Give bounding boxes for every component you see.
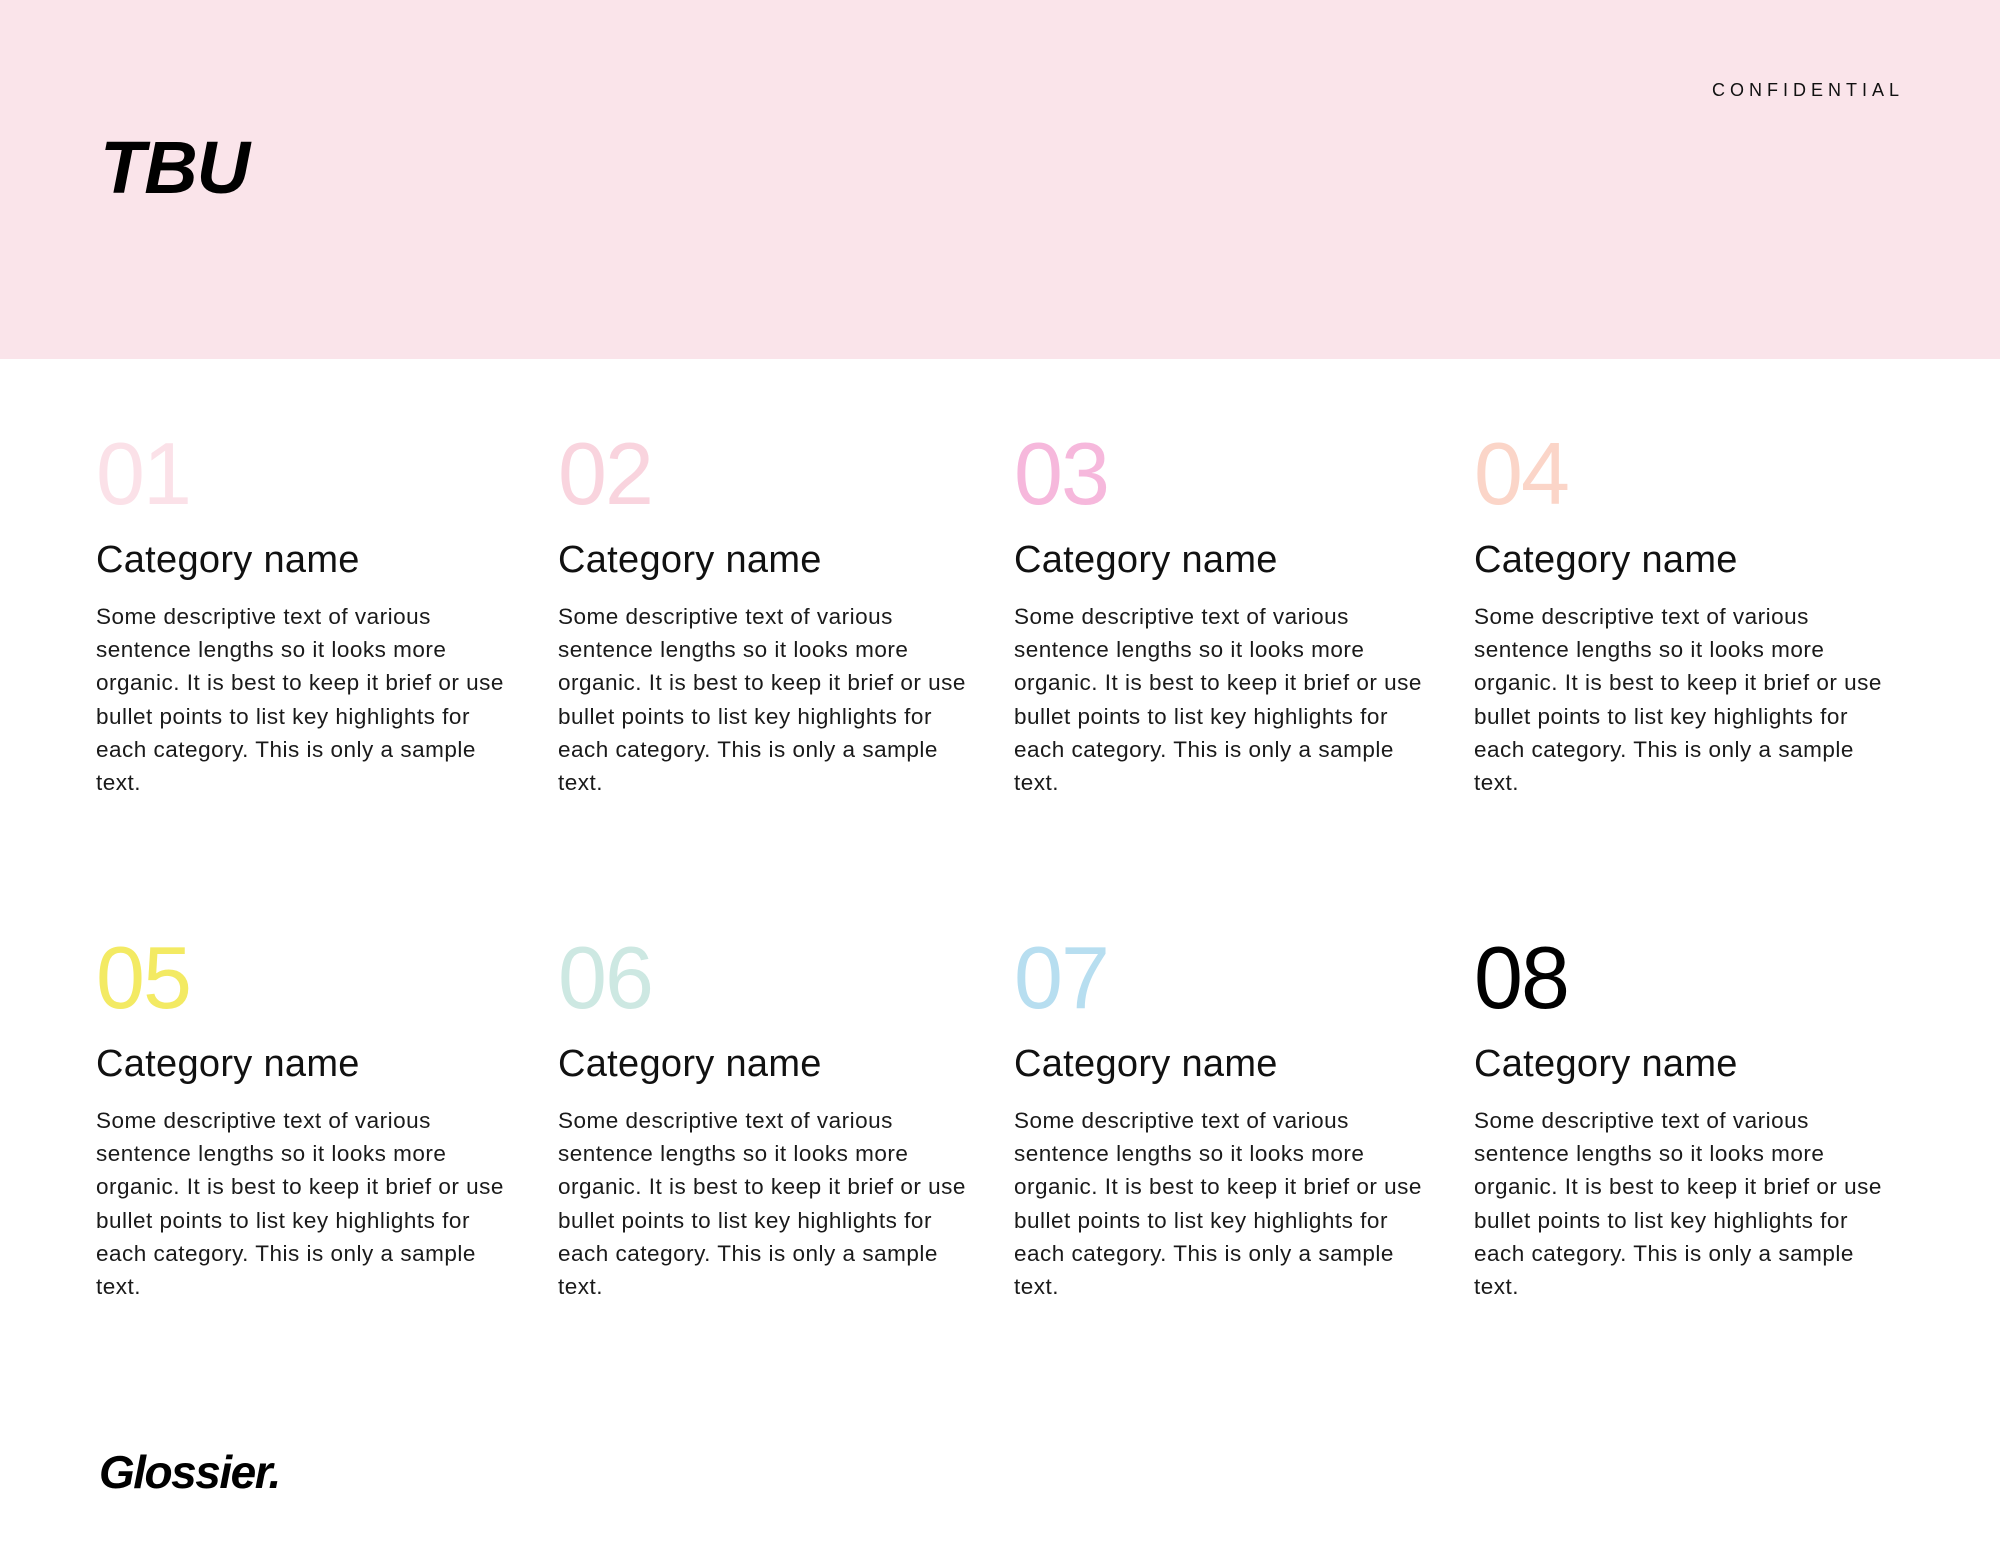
- category-title: Category name: [1014, 1043, 1278, 1085]
- category-card-06: [558, 928, 978, 1303]
- category-description: Some descriptive text of various sentence lengths so it looks more organic. It is best to keep it brief or use bullet points to list key highlights for each category. This is only a sample text.: [1474, 1108, 1882, 1300]
- category-title: Category name: [96, 1043, 360, 1085]
- category-card-01: [96, 424, 516, 799]
- category-description: Some descriptive text of various sentence lengths so it looks more organic. It is best to keep it brief or use bullet points to list key highlights for each category. This is only a sample text.: [1014, 604, 1422, 796]
- category-description: Some descriptive text of various sentence lengths so it looks more organic. It is best to keep it brief or use bullet points to list key highlights for each category. This is only a sample text.: [1474, 604, 1882, 796]
- category-description: Some descriptive text of various sentence lengths so it looks more organic. It is best to keep it brief or use bullet points to list key highlights for each category. This is only a sample text.: [96, 604, 504, 796]
- category-title: Category name: [558, 1043, 822, 1085]
- category-title: Category name: [558, 539, 822, 581]
- category-card-08: [1474, 928, 1894, 1303]
- category-description: Some descriptive text of various sentence lengths so it looks more organic. It is best to keep it brief or use bullet points to list key highlights for each category. This is only a sample text.: [558, 604, 966, 796]
- category-title: Category name: [1014, 539, 1278, 581]
- category-description: Some descriptive text of various sentence lengths so it looks more organic. It is best to keep it brief or use bullet points to list key highlights for each category. This is only a sample text.: [558, 1108, 966, 1300]
- category-card-05: [96, 928, 516, 1303]
- confidential-label: CONFIDENTIAL: [1711, 80, 1904, 100]
- header-banner: [0, 0, 2000, 359]
- glossier-logo: Glossier.: [99, 1446, 280, 1498]
- page-title: TBU: [100, 126, 250, 209]
- category-card-02: [558, 424, 978, 799]
- category-description: Some descriptive text of various sentence lengths so it looks more organic. It is best to keep it brief or use bullet points to list key highlights for each category. This is only a sample text.: [96, 1108, 504, 1300]
- category-number: 02: [558, 424, 652, 523]
- category-card-07: [1014, 928, 1434, 1303]
- category-card-03: [1014, 424, 1434, 799]
- category-number: 03: [1014, 424, 1108, 523]
- category-number: 06: [558, 928, 652, 1027]
- category-title: Category name: [1474, 539, 1738, 581]
- category-number: 07: [1014, 928, 1108, 1027]
- category-number: 04: [1474, 424, 1568, 523]
- category-number: 08: [1474, 928, 1568, 1027]
- category-description: Some descriptive text of various sentence lengths so it looks more organic. It is best to keep it brief or use bullet points to list key highlights for each category. This is only a sample text.: [1014, 1108, 1422, 1300]
- category-card-04: [1474, 424, 1894, 799]
- category-number: 05: [96, 928, 190, 1027]
- category-title: Category name: [96, 539, 360, 581]
- category-number: 01: [96, 424, 190, 523]
- category-title: Category name: [1474, 1043, 1738, 1085]
